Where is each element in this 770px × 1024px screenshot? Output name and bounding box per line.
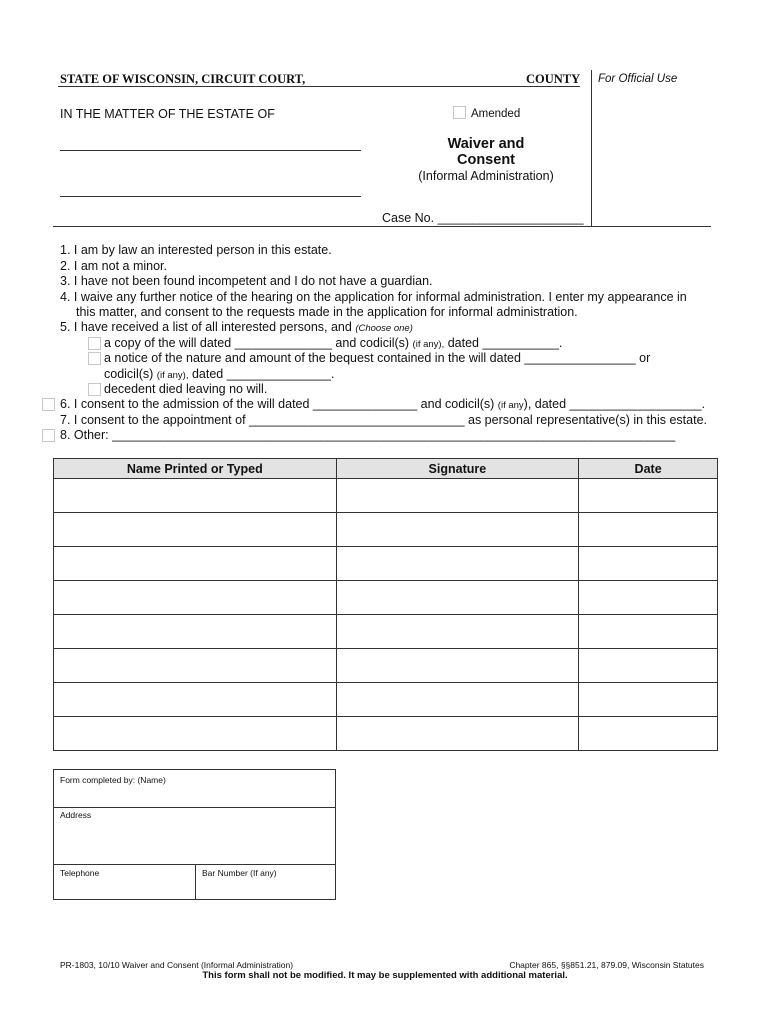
case-number-field[interactable]: Case No. _____________________ [382, 211, 584, 225]
signature-cell[interactable] [336, 513, 579, 547]
statement-2: 2. I am not a minor. [60, 259, 167, 273]
signature-table-header [54, 459, 718, 479]
name-cell[interactable] [54, 513, 337, 547]
name-cell[interactable] [54, 615, 337, 649]
statement-6-checkbox[interactable] [42, 398, 55, 411]
header-name: Name Printed or Typed [54, 459, 337, 479]
name-cell[interactable] [54, 649, 337, 683]
estate-name-line-2[interactable] [60, 196, 361, 197]
option-bequest-notice-line2: codicil(s) (if any), dated _______________. [104, 367, 335, 381]
option-will-copy: a copy of the will dated ______________ and codicil(s) (if any), dated ___________. [104, 336, 563, 350]
address-label: Address [60, 810, 92, 820]
choose-one-note: (Choose one) [355, 323, 413, 334]
statement-3: 3. I have not been found incompetent and I do not have a guardian. [60, 274, 433, 288]
completed-by-label: Form completed by: (Name) [60, 775, 166, 785]
header-bottom-rule [53, 226, 711, 227]
option-no-will: decedent died leaving no will. [104, 382, 268, 396]
date-cell[interactable] [579, 581, 718, 615]
date-cell[interactable] [579, 547, 718, 581]
official-use-divider [591, 70, 592, 226]
form-completed-by-box [53, 769, 336, 900]
signature-cell[interactable] [336, 649, 579, 683]
statement-4-line1: 4. I waive any further notice of the hearing on the application for informal administration. I enter my appearance in [60, 290, 687, 304]
table-row [54, 717, 718, 751]
footer-form-id: PR-1803, 10/10 Waiver and Consent (Informal Administration) [60, 960, 294, 970]
date-cell[interactable] [579, 615, 718, 649]
table-row [54, 683, 718, 717]
completed-by-name-field[interactable] [54, 770, 335, 808]
signature-cell[interactable] [336, 479, 579, 513]
date-cell[interactable] [579, 683, 718, 717]
header-signature: Signature [336, 459, 579, 479]
date-cell[interactable] [579, 649, 718, 683]
signature-cell[interactable] [336, 717, 579, 751]
signature-table [53, 458, 718, 751]
amended-label: Amended [471, 108, 521, 120]
statement-7: 7. I consent to the appointment of _______________________________ as personal representative(s) in this estate. [60, 413, 708, 427]
county-label: COUNTY [526, 72, 581, 86]
official-use-label: For Official Use [598, 73, 678, 85]
date-cell[interactable] [579, 513, 718, 547]
estate-name-line-1[interactable] [60, 150, 361, 151]
date-cell[interactable] [579, 479, 718, 513]
bar-number-field[interactable] [195, 865, 336, 899]
address-field[interactable] [54, 808, 335, 865]
bar-number-label: Bar Number (If any) [202, 868, 277, 878]
table-row [54, 513, 718, 547]
option-will-copy-checkbox[interactable] [88, 337, 101, 350]
name-cell[interactable] [54, 683, 337, 717]
form-subtitle: (Informal Administration) [418, 169, 554, 183]
option-no-will-checkbox[interactable] [88, 383, 101, 396]
footer-notice: This form shall not be modified. It may be supplemented with additional material. [202, 970, 568, 981]
footer-statutes: Chapter 865, §§851.21, 879.09, Wisconsin Statutes [509, 960, 704, 970]
name-cell[interactable] [54, 581, 337, 615]
court-label: STATE OF WISCONSIN, CIRCUIT COURT, [60, 72, 306, 86]
estate-of-label: IN THE MATTER OF THE ESTATE OF [60, 107, 275, 121]
date-cell[interactable] [579, 717, 718, 751]
amended-checkbox[interactable] [453, 106, 466, 119]
table-row [54, 649, 718, 683]
signature-cell[interactable] [336, 683, 579, 717]
name-cell[interactable] [54, 547, 337, 581]
statement-5: 5. I have received a list of all interested persons, and (Choose one) [60, 320, 413, 334]
telephone-field[interactable] [54, 865, 195, 899]
option-bequest-notice-line1: a notice of the nature and amount of the bequest contained in the will dated ________________ or [104, 351, 651, 365]
county-underline [58, 86, 580, 87]
form-title-line2: Consent [457, 152, 515, 168]
statement-8-checkbox[interactable] [42, 429, 55, 442]
form-title-line1: Waiver and [447, 136, 525, 152]
header-date: Date [579, 459, 718, 479]
option-bequest-notice-checkbox[interactable] [88, 352, 101, 365]
statement-4-line2: this matter, and consent to the requests made in the application for informal administration. [76, 305, 578, 319]
table-row [54, 615, 718, 649]
table-row [54, 581, 718, 615]
statement-6: 6. I consent to the admission of the will dated _______________ and codicil(s) (if any), dated ___________________. [60, 397, 706, 411]
table-row [54, 479, 718, 513]
table-row [54, 547, 718, 581]
signature-cell[interactable] [336, 547, 579, 581]
signature-cell[interactable] [336, 581, 579, 615]
signature-cell[interactable] [336, 615, 579, 649]
telephone-label: Telephone [60, 868, 100, 878]
name-cell[interactable] [54, 479, 337, 513]
name-cell[interactable] [54, 717, 337, 751]
statement-8[interactable]: 8. Other: _________________________________________________________________________________ [60, 428, 676, 442]
statement-1: 1. I am by law an interested person in this estate. [60, 243, 332, 257]
